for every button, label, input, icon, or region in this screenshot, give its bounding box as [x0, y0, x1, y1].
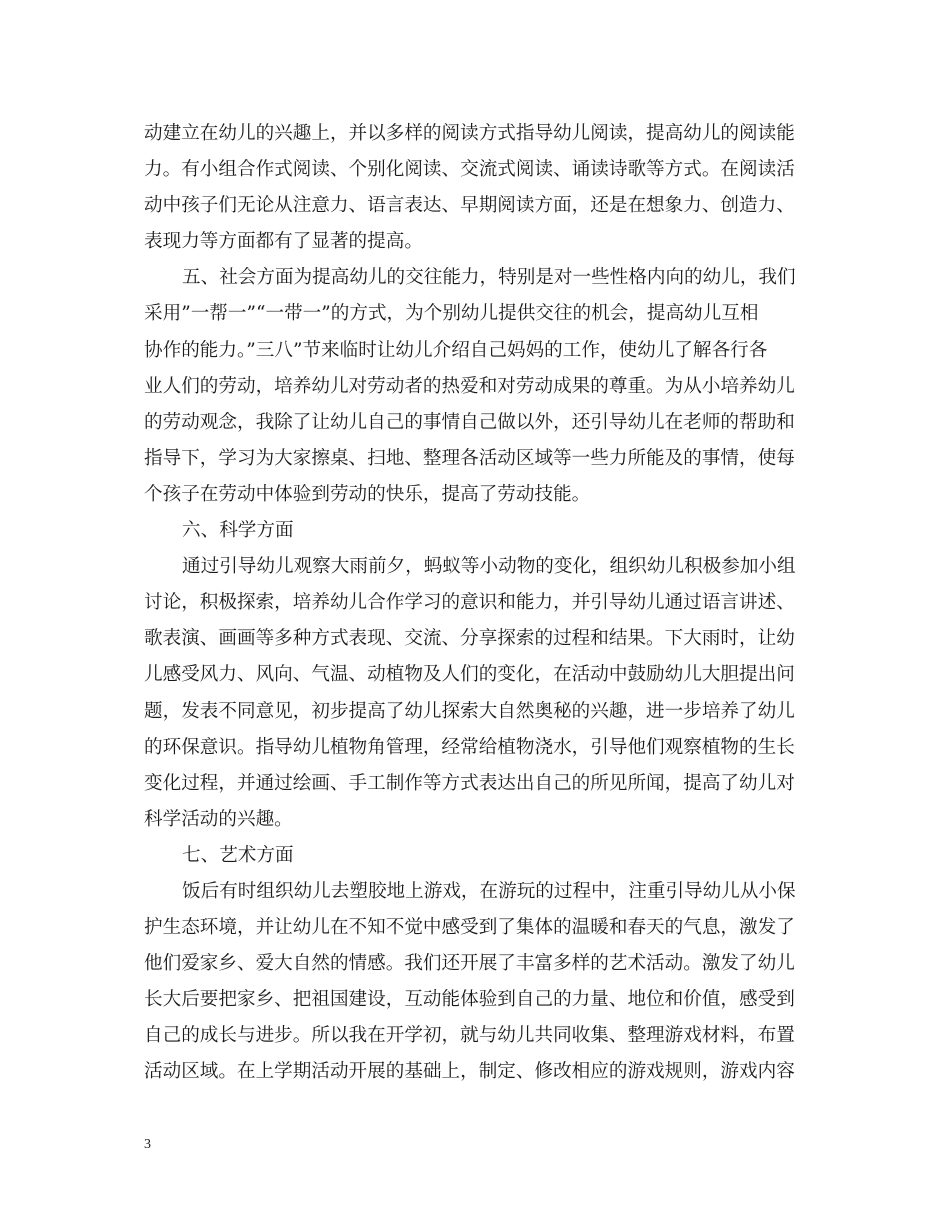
text-line: 采用”一帮一”“一带一”的方式，为个别幼儿提供交往的机会，提高幼儿互相 [144, 303, 759, 325]
text-line: 六、科学方面 [182, 520, 294, 542]
text-line: 个孩子在劳动中体验到劳动的快乐，提高了劳动技能。 [144, 483, 591, 505]
text-line: 讨论，积极探索，培养幼儿合作学习的意识和能力，并引导幼儿通过语言讲述、 [144, 592, 795, 614]
text-line: 长大后要把家乡、把祖国建设，互动能体验到自己的力量、地位和价值，感受到 [144, 989, 795, 1011]
text-line: 自己的成长与进步。所以我在开学初，就与幼儿共同收集、整理游戏材料，布置 [144, 1025, 795, 1047]
text-line: 七、艺术方面 [182, 844, 294, 866]
document-body [144, 116, 828, 1091]
text-line: 题，发表不同意见，初步提高了幼儿探索大自然奥秘的兴趣，进一步培养了幼儿 [144, 700, 795, 722]
text-line: 动建立在幼儿的兴趣上，并以多样的阅读方式指导幼儿阅读，提高幼儿的阅读能 [144, 123, 795, 144]
text-line: 动中孩子们无论从注意力、语言表达、早期阅读方面，还是在想象力、创造力、 [144, 195, 795, 217]
text-line: 指导下，学习为大家擦桌、扫地、整理各活动区域等一些力所能及的事情，使每 [144, 447, 795, 469]
text-line: 活动区域。在上学期活动开展的基础上，制定、修改相应的游戏规则，游戏内容 [144, 1061, 795, 1083]
page-number: 3 [144, 1137, 151, 1152]
text-line: 他们爱家乡、爱大自然的情感。我们还开展了丰富多样的艺术活动。激发了幼儿 [144, 953, 795, 975]
text-line: 五、社会方面为提高幼儿的交往能力，特别是对一些性格内向的幼儿，我们 [182, 267, 796, 289]
text-line: 饭后有时组织幼儿去塑胶地上游戏，在游玩的过程中，注重引导幼儿从小保 [182, 880, 796, 902]
text-line: 变化过程，并通过绘画、手工制作等方式表达出自己的所见所闻，提高了幼儿对 [144, 772, 795, 794]
text-line: 护生态环境，并让幼儿在不知不觉中感受到了集体的温暖和春天的气息，激发了 [144, 917, 795, 939]
text-line: 的环保意识。指导幼儿植物角管理，经常给植物浇水，引导他们观察植物的生长 [144, 736, 795, 758]
text-line: 业人们的劳动，培养幼儿对劳动者的热爱和对劳动成果的尊重。为从小培养幼儿 [144, 375, 795, 397]
text-line: 协作的能力。”三八”节来临时让幼儿介绍自己妈妈的工作，使幼儿了解各行各 [144, 339, 768, 361]
text-line: 儿感受风力、风向、气温、动植物及人们的变化，在活动中鼓励幼儿大胆提出问 [144, 664, 795, 686]
text-line: 科学活动的兴趣。 [144, 808, 293, 830]
text-line: 力。有小组合作式阅读、个别化阅读、交流式阅读、诵读诗歌等方式。在阅读活 [144, 159, 795, 181]
text-line: 歌表演、画画等多种方式表现、交流、分享探索的过程和结果。下大雨时，让幼 [144, 628, 795, 650]
text-line: 表现力等方面都有了显著的提高。 [144, 231, 423, 253]
text-line: 的劳动观念，我除了让幼儿自己的事情自己做以外，还引导幼儿在老师的帮助和 [144, 411, 795, 433]
text-line: 通过引导幼儿观察大雨前夕，蚂蚁等小动物的变化，组织幼儿积极参加小组 [182, 556, 796, 578]
